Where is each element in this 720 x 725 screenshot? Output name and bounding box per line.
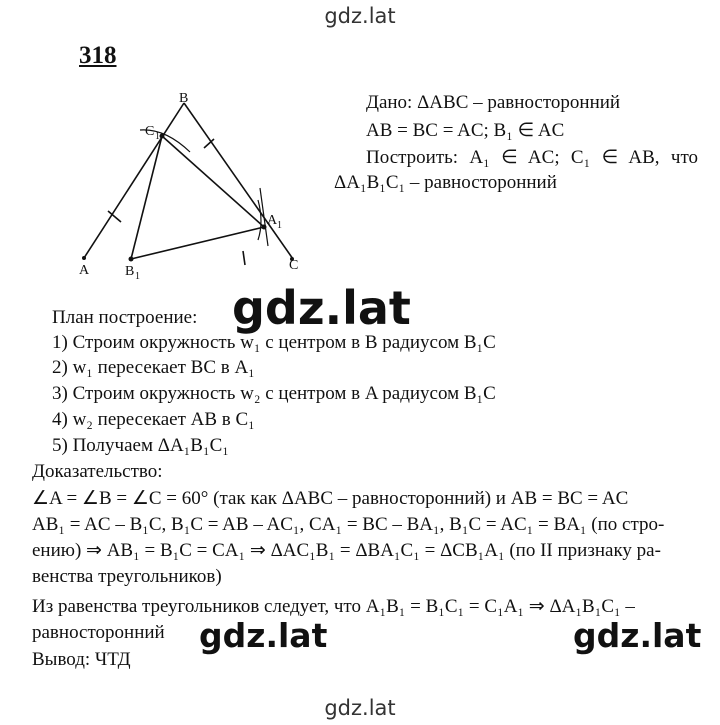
proof-line-4: венства треугольников) bbox=[32, 566, 222, 587]
plan-step-5: 5) Получаем ΔA₁B₁C₁ bbox=[52, 435, 229, 456]
segment-c1-a1 bbox=[162, 136, 264, 227]
plan-step-4: 4) w₂ пересекает AB в C₁ bbox=[52, 409, 255, 430]
watermark-overlay-1: gdz.lat bbox=[228, 284, 415, 332]
label-b1-sub: 1 bbox=[135, 271, 140, 282]
proof-line-2: AB₁ = AC – B₁C, B₁C = AB – AC₁, CA₁ = BC – BA₁, B₁C = AC₁ = BA₁ (по стро- bbox=[32, 514, 665, 535]
tick-ac bbox=[243, 251, 245, 265]
watermark-overlay-3: gdz.lat bbox=[570, 618, 704, 654]
label-c: C bbox=[289, 258, 299, 273]
plan-step-1: 1) Строим окружность w₁ с центром в B радиусом B₁C bbox=[52, 332, 496, 353]
point-a bbox=[82, 256, 86, 260]
proof-line-6: равносторонний bbox=[32, 622, 165, 643]
label-a: A bbox=[79, 263, 90, 278]
point-c1 bbox=[160, 134, 165, 139]
proof-title: Доказательство: bbox=[32, 461, 163, 482]
given-line-4: ΔA₁B₁C₁ – равносторонний bbox=[334, 172, 557, 193]
plan-title: План построение: bbox=[52, 307, 198, 328]
side-bc bbox=[184, 103, 293, 259]
side-ab bbox=[84, 103, 184, 258]
plan-step-3: 3) Строим окружность w₂ с центром в A радиусом B₁C bbox=[52, 383, 496, 404]
problem-number: 318 bbox=[79, 42, 117, 69]
watermark-top: gdz.lat bbox=[324, 4, 396, 28]
plan-step-2: 2) w₁ пересекает BC в A₁ bbox=[52, 357, 255, 378]
point-a1 bbox=[262, 225, 267, 230]
given-line-2: AB = BC = AC; B₁ ∈ AC bbox=[366, 120, 565, 141]
label-c1: C bbox=[145, 124, 155, 139]
given-line-3: Построить: A₁ ∈ AC; C₁ ∈ AB, что bbox=[366, 147, 698, 168]
point-b1 bbox=[129, 257, 134, 262]
proof-line-1: ∠A = ∠B = ∠C = 60° (так как ΔABC – равносторонний) и AB = BC = AC bbox=[32, 488, 629, 509]
label-a1-sub: 1 bbox=[277, 220, 282, 231]
watermark-bottom: gdz.lat bbox=[324, 696, 396, 720]
segment-b1-c1 bbox=[131, 136, 162, 259]
label-a1: A bbox=[267, 213, 278, 228]
given-line-1: Дано: ΔABC – равносторонний bbox=[366, 92, 621, 113]
proof-line-5: Из равенства треугольников следует, что A₁B₁ = B₁C₁ = C₁A₁ ⇒ ΔA₁B₁C₁ – bbox=[32, 596, 635, 617]
label-b: B bbox=[179, 91, 189, 106]
arc-a1 bbox=[258, 200, 261, 240]
label-c1-sub: 1 bbox=[155, 131, 160, 142]
proof-line-3: ению) ⇒ AB₁ = B₁C = CA₁ ⇒ ΔAC₁B₁ = ΔBA₁C₁ = ΔCB₁A₁ (по II признаку ра- bbox=[32, 540, 661, 561]
watermark-overlay-2: gdz.lat bbox=[196, 618, 330, 654]
proof-line-7: Вывод: ЧТД bbox=[32, 649, 131, 670]
label-b1: B bbox=[125, 264, 135, 279]
